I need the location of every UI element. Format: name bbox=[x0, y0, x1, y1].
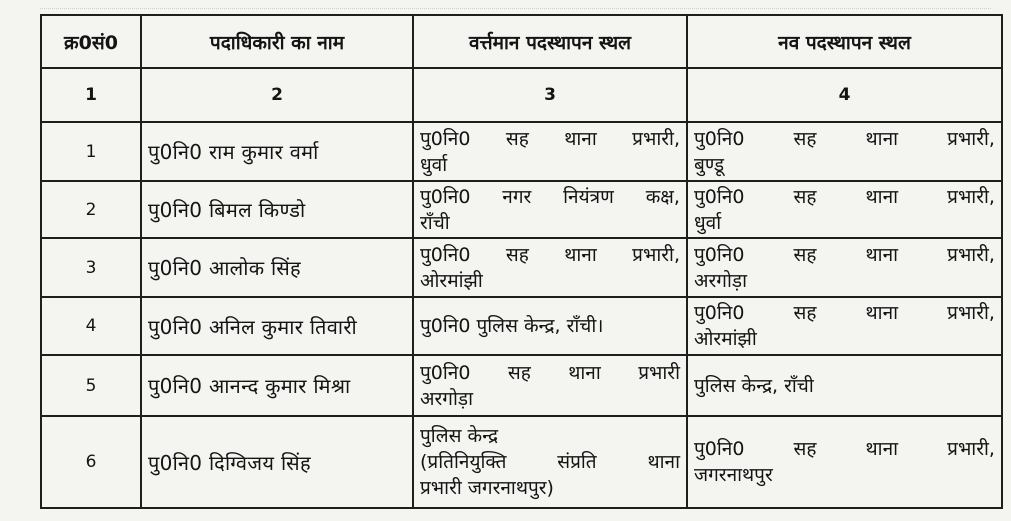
current-post-place: पु0नि0 पुलिस केन्द्र, राँची। bbox=[420, 315, 604, 337]
new-post-line bbox=[694, 242, 995, 268]
serial-cell: 6 bbox=[41, 416, 141, 508]
officer-name: पु0नि0 आनन्द कुमार मिश्रा bbox=[141, 355, 413, 416]
word: प्रभारी, bbox=[947, 438, 995, 460]
header-serial: क्र0सं0 bbox=[41, 15, 141, 68]
new-post-cell bbox=[687, 355, 1002, 416]
word: पु0नि0 bbox=[694, 185, 745, 208]
officer-name: पु0नि0 अनिल कुमार तिवारी bbox=[141, 297, 413, 355]
new-post-place: ओरमांझी bbox=[694, 328, 757, 350]
word: पु0नि0 bbox=[694, 302, 745, 324]
word: थाना bbox=[564, 127, 597, 150]
table-row bbox=[41, 238, 1002, 297]
header-new-post: नव पदस्थापन स्थल bbox=[687, 15, 1002, 68]
new-post-place: धुर्वा bbox=[694, 211, 722, 234]
word: सह bbox=[507, 361, 531, 384]
word: सह bbox=[793, 438, 817, 460]
current-post-place: धुर्वा bbox=[420, 153, 448, 176]
new-post-place: बुण्डू bbox=[694, 153, 725, 176]
word: सह bbox=[793, 302, 817, 324]
word: पु0नि0 bbox=[420, 361, 471, 384]
word: सह bbox=[505, 127, 529, 150]
officer-name: पु0नि0 आलोक सिंह bbox=[141, 238, 413, 297]
current-post-cell bbox=[413, 416, 687, 508]
word: प्रभारी, bbox=[947, 302, 995, 324]
word: नगर bbox=[502, 185, 532, 208]
serial-cell: 2 bbox=[41, 181, 141, 238]
column-number: 4 bbox=[687, 68, 1002, 122]
word: सह bbox=[505, 243, 529, 266]
word: थाना bbox=[564, 243, 597, 266]
word: थाना bbox=[865, 302, 899, 324]
new-post-line bbox=[694, 126, 995, 152]
header-current-post: वर्त्तमान पदस्थापन स्थल bbox=[413, 15, 687, 68]
word: प्रभारी, bbox=[947, 127, 995, 150]
word: थाना bbox=[865, 438, 899, 460]
word: प्रभारी, bbox=[632, 243, 680, 266]
word: पु0नि0 bbox=[694, 243, 745, 266]
officer-name: पु0नि0 दिग्विजय सिंह bbox=[141, 416, 413, 508]
current-post-line bbox=[420, 126, 680, 152]
current-post-cell bbox=[413, 122, 687, 181]
word: थाना bbox=[865, 185, 899, 208]
word: पु0नि0 bbox=[694, 438, 745, 460]
transfer-table bbox=[40, 14, 1003, 509]
column-number-row bbox=[41, 68, 1002, 122]
column-number: 2 bbox=[141, 68, 413, 122]
new-post-cell bbox=[687, 122, 1002, 181]
current-post-line bbox=[420, 449, 680, 475]
table-row bbox=[41, 181, 1002, 238]
word: (प्रतिनियुक्ति bbox=[420, 451, 507, 473]
word: थाना bbox=[865, 127, 899, 150]
officer-name: पु0नि0 राम कुमार वर्मा bbox=[141, 122, 413, 181]
current-post-cell bbox=[413, 297, 687, 355]
table-row bbox=[41, 122, 1002, 181]
word: पु0नि0 bbox=[420, 185, 471, 208]
current-post-line bbox=[420, 184, 680, 210]
current-post-cell bbox=[413, 355, 687, 416]
new-post-place: अरगोड़ा bbox=[694, 269, 747, 292]
word: प्रभारी, bbox=[632, 127, 680, 150]
word: सह bbox=[793, 185, 817, 208]
word: प्रभारी bbox=[638, 361, 680, 384]
word: थाना bbox=[865, 243, 899, 266]
word: संप्रति bbox=[557, 451, 597, 473]
current-post-place: ओरमांझी bbox=[420, 269, 483, 292]
word: पु0नि0 bbox=[420, 243, 471, 266]
word: पु0नि0 bbox=[420, 127, 471, 150]
word: थाना bbox=[647, 451, 680, 473]
new-post-place: पुलिस केन्द्र, राँची bbox=[694, 374, 814, 397]
current-post-cell bbox=[413, 181, 687, 238]
new-post-line bbox=[694, 436, 995, 462]
new-post-cell bbox=[687, 238, 1002, 297]
word: पु0नि0 bbox=[694, 127, 745, 150]
column-number: 3 bbox=[413, 68, 687, 122]
new-post-line bbox=[694, 184, 995, 210]
cut-off-text-line bbox=[40, 0, 991, 9]
new-post-line bbox=[694, 300, 995, 326]
current-post-place: प्रभारी जगरनाथपुर) bbox=[420, 477, 554, 499]
word: प्रभारी, bbox=[947, 185, 995, 208]
current-post-line bbox=[420, 242, 680, 268]
word: कक्ष, bbox=[645, 185, 680, 208]
serial-cell: 3 bbox=[41, 238, 141, 297]
new-post-place: जगरनाथपुर bbox=[694, 464, 773, 486]
serial-cell: 1 bbox=[41, 122, 141, 181]
current-post-place: पुलिस केन्द्र bbox=[420, 425, 499, 447]
current-post-line bbox=[420, 360, 680, 386]
current-post-cell bbox=[413, 238, 687, 297]
table-row bbox=[41, 416, 1002, 508]
word: नियंत्रण bbox=[563, 185, 614, 208]
new-post-cell bbox=[687, 416, 1002, 508]
header-name: पदाधिकारी का नाम bbox=[141, 15, 413, 68]
word: प्रभारी, bbox=[947, 243, 995, 266]
serial-cell: 4 bbox=[41, 297, 141, 355]
new-post-cell bbox=[687, 297, 1002, 355]
serial-cell: 5 bbox=[41, 355, 141, 416]
current-post-place: राँची bbox=[420, 211, 450, 234]
table-row bbox=[41, 297, 1002, 355]
officer-name: पु0नि0 बिमल किण्डो bbox=[141, 181, 413, 238]
current-post-place: अरगोड़ा bbox=[420, 387, 473, 410]
table-row bbox=[41, 355, 1002, 416]
header-row bbox=[41, 15, 1002, 68]
column-number: 1 bbox=[41, 68, 141, 122]
new-post-cell bbox=[687, 181, 1002, 238]
word: सह bbox=[793, 243, 817, 266]
word: थाना bbox=[568, 361, 601, 384]
word: सह bbox=[793, 127, 817, 150]
